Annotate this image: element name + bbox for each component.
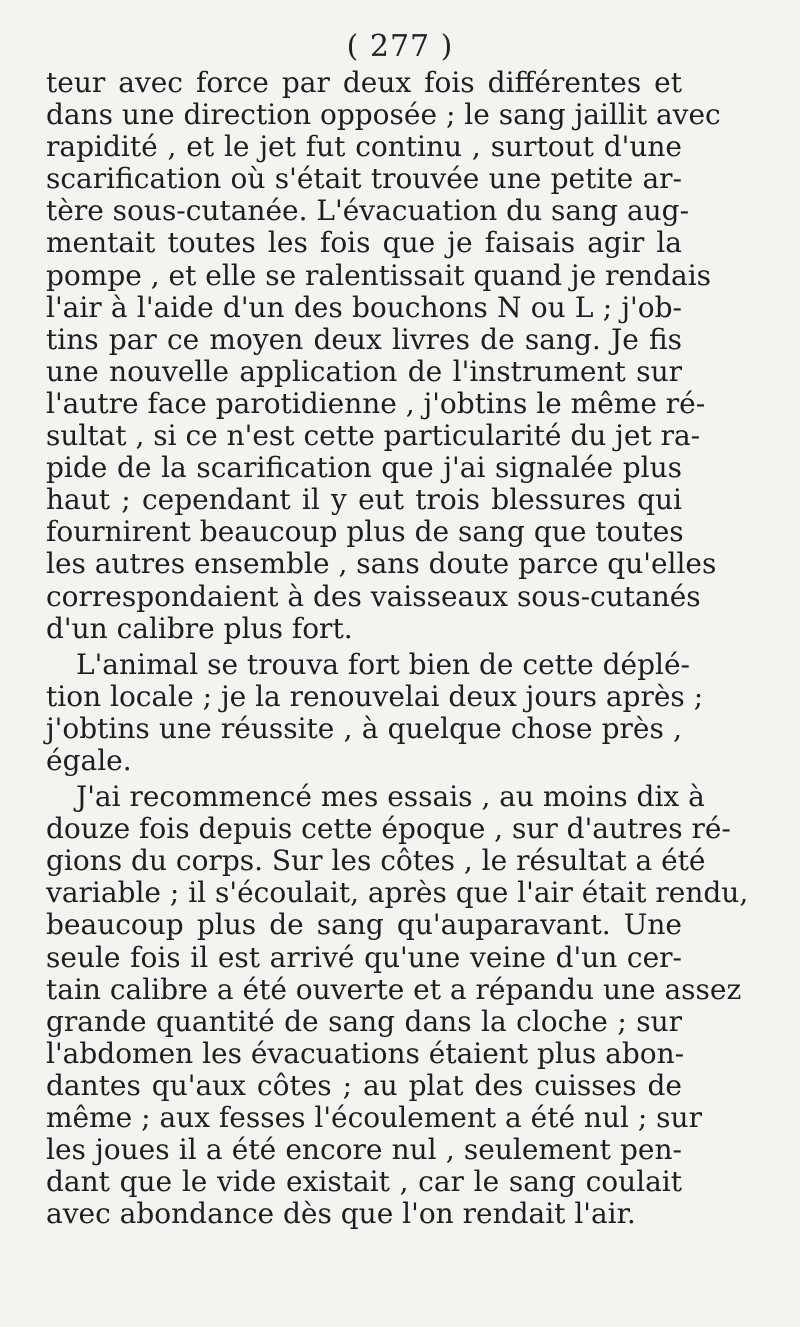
text-line: tins par ce moyen deux livres de sang. Je fis [46,322,682,356]
text-line: douze fois depuis cette époque , sur d'autres ré- [46,812,731,846]
text-line: l'autre face parotidienne , j'obtins le même ré- [46,386,706,420]
text-line: avec abondance dès que l'on rendait l'air. [46,1197,636,1231]
text-line: d'un calibre plus fort. [46,611,353,645]
paragraph [46,780,749,1231]
text-line: haut ; cependant il y eut trois blessures qui [46,483,682,517]
text-line: dant que le vide existait , car le sang coulait [46,1165,682,1199]
paragraph [46,66,721,645]
page-number: ( 277 ) [346,29,454,64]
text-line: grande quantité de sang dans la cloche ; sur [46,1004,682,1038]
text-line: beaucoup plus de sang qu'auparavant. Une [46,908,682,942]
text-line: correspondaient à des vaisseaux sous-cutanés [46,579,701,613]
text-line: teur avec force par deux fois différentes et [46,66,682,99]
text-line: seule fois il est arrivé qu'une veine d'un cer- [46,940,682,974]
text-line: même ; aux fesses l'écoulement a été nul ; sur [46,1101,702,1134]
text-line: gions du corps. Sur les côtes , le résultat a été [46,844,706,878]
text-line: pide de la scarification que j'ai signalée plus [46,451,682,485]
text-line: mentait toutes les fois que je faisais agir la [46,226,682,260]
text-line: fournirent beaucoup plus de sang que toutes [46,515,684,549]
text-line: égale. [46,743,132,777]
text-line: l'abdomen les évacuations étaient plus abon- [46,1036,685,1070]
text-line: l'air à l'aide d'un des bouchons N ou L ; j'ob- [46,290,682,324]
text-line: J'ai recommencé mes essais , au moins dix à [76,780,705,814]
text-line: tère sous-cutanée. L'évacuation du sang aug- [46,194,690,228]
text-line: dantes qu'aux côtes ; au plat des cuisses de [46,1068,682,1102]
text-line: variable ; il s'écoulait, après que l'air était rendu, [46,876,749,910]
text-line: une nouvelle application de l'instrument sur [46,354,682,388]
text-line: L'animal se trouva fort bien de cette déplé- [76,647,691,681]
text-line: rapidité , et le jet fut continu , surtout d'une [46,130,682,164]
text-line: j'obtins une réussite , à quelque chose près , [46,711,682,745]
text-line: scarification où s'était trouvée une petite ar- [46,162,682,196]
text-line: les autres ensemble , sans doute parce qu'elles [46,547,717,581]
body-text [46,66,749,1231]
text-line: pompe , et elle se ralentissait quand je rendais [46,258,712,292]
text-line: dans une direction opposée ; le sang jaillit avec [46,98,721,132]
text-line: les joues il a été encore nul , seulement pen- [46,1133,682,1167]
text-line: tain calibre a été ouverte et a répandu une assez [46,972,742,1006]
text-line: sultat , si ce n'est cette particularité du jet ra- [46,419,701,453]
paragraph [46,647,704,777]
text-line: tion locale ; je la renouvelai deux jours après ; [46,679,704,713]
